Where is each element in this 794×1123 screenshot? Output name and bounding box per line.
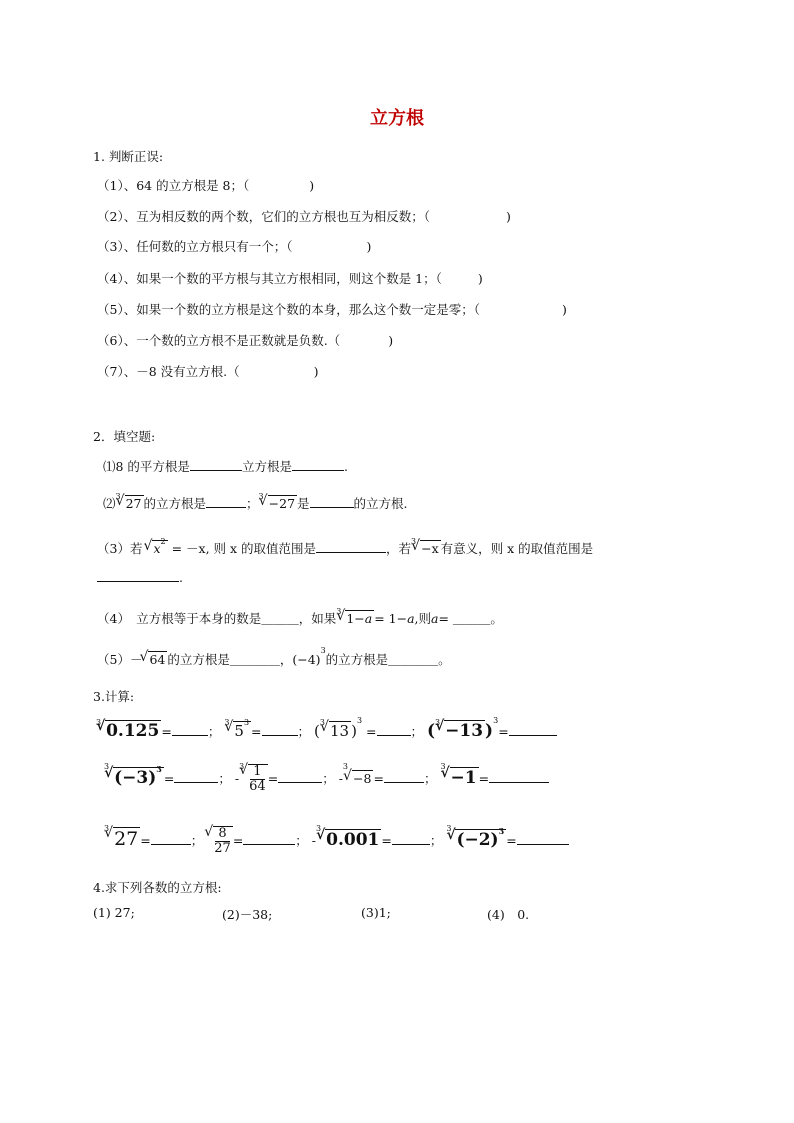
cube-root-0001: √ 0.001 <box>325 829 381 850</box>
s3-row-1: $^3$√ 0.125 = ； $^3$√ $5^3=$ ； ($^3$√ 13 )$^3$ = ； ($^3$√ −13 )$^3$= <box>96 720 557 741</box>
s1-item-7: （7）、－8 没有立方根.（ ) <box>97 364 319 379</box>
s4-item-3: (3)1; <box>361 905 391 920</box>
cube-root-1-minus-a: √ 1−a <box>345 610 374 626</box>
s3-row-3: $^3$√ 27 = ； √ $\frac{8}{27}$ = ； -$^3$√ 0.001 = ； $^3$√ $(-2)^3=$ <box>104 826 569 856</box>
sqrt-x-squared: √ $x^2$ <box>152 540 167 556</box>
s2-line-2: ⑵$^3$√ 27 的立方根是 ；$^3$√ −27 是 的立方根. <box>103 494 408 512</box>
s2-line-4: （4） 立方根等于本身的数是＿＿＿，如果$^3$√ 1−a = 1−a,则a= ＿＿＿。 <box>97 609 503 627</box>
s4-item-1: (1) 27; <box>93 905 135 920</box>
s1-item-6: （6）、一个数的立方根不是正数就是负数.（ ) <box>97 333 394 348</box>
cube-root-1-over-64: √ $\frac{1}{64}$ <box>248 764 268 794</box>
s1-item-1: （1）、64 的立方根是 8；（ ) <box>97 178 315 193</box>
sqrt-8-over-27: √ $\frac{8}{27}$ <box>213 826 233 856</box>
cube-root-27: √ 27 <box>113 827 140 850</box>
section-3-heading: 3.计算: <box>93 689 135 704</box>
section-1-heading: 1. 判断正误: <box>93 149 164 164</box>
cube-root-13: √ 13 <box>329 721 351 740</box>
s1-item-3: （3）、任何数的立方根只有一个；（ ) <box>97 239 372 254</box>
s4-item-2: (2)－38; <box>222 907 273 922</box>
s2-line-1: ⑴8 的平方根是 立方根是 . <box>103 459 348 474</box>
sqrt-64: √ 64 <box>148 651 167 667</box>
s3-row-2: $^3$√ $(-3)^3=$ ； -$^3$ √ $\frac{1}{64}$ = ； -$^3$√ −8 = ； $^3$√ −1 = <box>104 764 549 794</box>
s1-item-4: （4）、如果一个数的平方根与其立方根相同，则这个数是 1；（ ) <box>97 271 483 286</box>
s4-item-4: (4) 0. <box>487 907 530 922</box>
page-title: 立方根 <box>370 108 424 129</box>
cube-root-neg27: √ −27 <box>268 495 297 511</box>
section-4-heading: 4.求下列各数的立方根: <box>93 880 222 895</box>
s1-item-2: （2）、互为相反数的两个数，它们的立方根也互为相反数；（ ) <box>97 209 511 224</box>
cube-root-neg-x: √ −x <box>420 540 441 556</box>
cube-root-5-cubed: √ $5^3$ <box>233 721 251 740</box>
cube-root-0125: √ 0.125 <box>105 720 161 741</box>
cube-root-neg3-cubed: √ $(-3)^3$ <box>113 767 164 788</box>
cube-root-neg8: √ −8 <box>352 770 373 786</box>
section-2-heading: 2．填空题: <box>93 429 156 444</box>
s2-line-3-cont: . <box>97 570 183 585</box>
s1-item-5: （5）、如果一个数的立方根是这个数的本身，那么这个数一定是零；（ ) <box>97 302 567 317</box>
s2-line-3: （3）若 √ $x^2 = -x$, 则 x 的取值范围是 ，若$^3$√ −x 有意义，则 x 的取值范围是 <box>97 539 593 557</box>
s2-line-5: （5）－√ 64 的立方根是＿＿＿＿，$(-4)^3$的立方根是＿＿＿＿。 <box>97 650 451 668</box>
cube-root-neg1: √ −1 <box>450 767 479 788</box>
cube-root-neg2-cubed: √ $(-2)^3$ <box>455 829 506 850</box>
cube-root-27: √ 27 <box>125 495 144 511</box>
cube-root-neg13: √ −13 <box>444 720 485 741</box>
